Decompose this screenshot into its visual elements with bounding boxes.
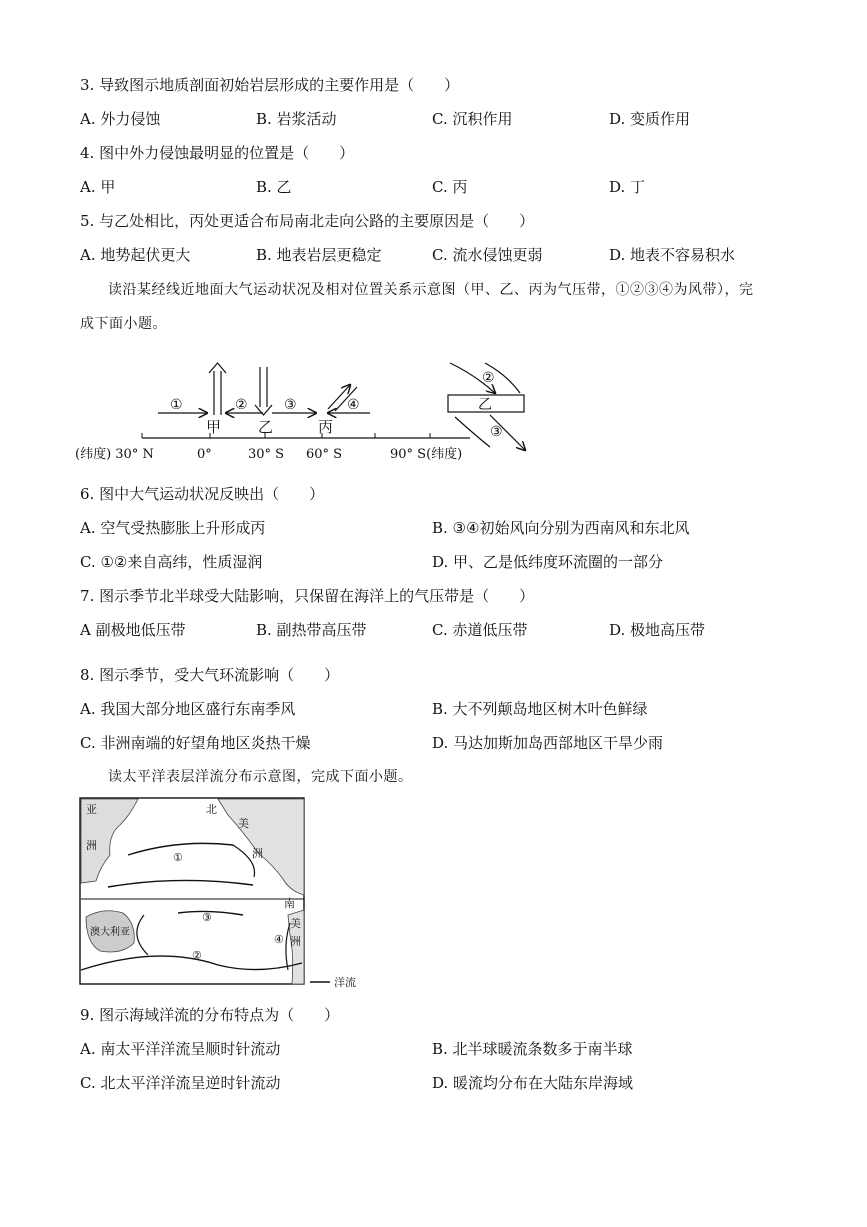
q9-option-d: D. 暖流均分布在大陆东岸海域 [432, 1074, 634, 1092]
belt-label-yi: 乙 [258, 418, 274, 436]
current-label-3: ③ [202, 911, 212, 924]
q4-option-a: A. 甲 [80, 178, 116, 196]
question-3-stem: 3. 导致图示地质剖面初始岩层形成的主要作用是（ ） [80, 76, 460, 94]
pacific-currents-map [78, 795, 368, 995]
label-zhou-na: 洲 [252, 847, 263, 860]
inset-wind-label-3: ③ [490, 424, 503, 440]
q3-option-b: B. 岩浆活动 [256, 110, 337, 128]
label-nan: 南 [284, 897, 295, 910]
intro-paragraph-1: 读沿某经线近地面大气运动状况及相对位置关系示意图（甲、乙、丙为气压带，①②③④为风带），完 [108, 282, 754, 298]
tick-0: 0° [197, 447, 212, 462]
q6-option-c: C. ①②来自高纬，性质湿润 [80, 553, 263, 571]
q5-option-b: B. 地表岩层更稳定 [256, 246, 382, 264]
wind-label-3: ③ [284, 397, 297, 413]
q6-option-a: A. 空气受热膨胀上升形成丙 [80, 519, 266, 537]
tick-90s: 90° S(纬度) [390, 447, 463, 462]
question-7-stem: 7. 图示季节北半球受大陆影响，只保留在海洋上的气压带是（ ） [80, 587, 535, 605]
inset-wind-label-2: ② [482, 370, 495, 386]
q4-option-b: B. 乙 [256, 178, 292, 196]
current-label-1: ① [173, 851, 183, 864]
q3-option-a: A. 外力侵蚀 [80, 110, 161, 128]
q8-option-d: D. 马达加斯加岛西部地区干旱少雨 [432, 734, 664, 752]
wind-label-4: ④ [347, 397, 360, 413]
label-australia: 澳大利亚 [90, 927, 130, 938]
q8-option-c: C. 非洲南端的好望角地区炎热干燥 [80, 734, 311, 752]
q4-option-d: D. 丁 [609, 178, 646, 196]
question-4-stem: 4. 图中外力侵蚀最明显的位置是（ ） [80, 144, 355, 162]
q3-option-d: D. 变质作用 [609, 110, 691, 128]
current-label-4: ④ [274, 933, 284, 946]
current-label-2: ② [192, 949, 202, 962]
q4-option-c: C. 丙 [432, 178, 468, 196]
axis-label-left: (纬度) 30° N [75, 447, 154, 462]
q9-option-c: C. 北太平洋洋流呈逆时针流动 [80, 1074, 281, 1092]
q7-option-a: A 副极地低压带 [80, 621, 186, 639]
belt-label-bing: 丙 [318, 418, 334, 436]
q5-option-c: C. 流水侵蚀更弱 [432, 246, 543, 264]
label-zhou-sa: 洲 [290, 935, 301, 948]
q6-option-b: B. ③④初始风向分别为西南风和东北风 [432, 519, 690, 537]
tick-60s: 60° S [306, 447, 343, 462]
tick-30s: 30° S [248, 447, 285, 462]
pressure-belt-diagram [70, 355, 790, 470]
q5-option-d: D. 地表不容易积水 [609, 246, 736, 264]
q7-option-d: D. 极地高压带 [609, 621, 706, 639]
question-6-stem: 6. 图中大气运动状况反映出（ ） [80, 485, 325, 503]
sinking-air-arrow [255, 367, 272, 415]
q9-option-a: A. 南太平洋洋流呈顺时针流动 [80, 1040, 281, 1058]
label-mei-north: 美 [238, 817, 249, 830]
intro-paragraph-1-cont: 成下面小题。 [80, 316, 167, 332]
inset-wind-arrow-3a [455, 417, 490, 447]
legend-current-label: 洋流 [334, 976, 356, 989]
question-9-stem: 9. 图示海域洋流的分布特点为（ ） [80, 1006, 340, 1024]
q7-option-b: B. 副热带高压带 [256, 621, 367, 639]
question-5-stem: 5. 与乙处相比，丙处更适合布局南北走向公路的主要原因是（ ） [80, 212, 535, 230]
q3-option-c: C. 沉积作用 [432, 110, 513, 128]
q6-option-d: D. 甲、乙是低纬度环流圈的一部分 [432, 553, 664, 571]
label-mei-south: 美 [290, 917, 301, 930]
q7-option-c: C. 赤道低压带 [432, 621, 528, 639]
q9-option-b: B. 北半球暖流条数多于南半球 [432, 1040, 633, 1058]
question-8-stem: 8. 图示季节，受大气环流影响（ ） [80, 666, 340, 684]
rising-air-arrow [209, 363, 226, 415]
inset-belt-label: 乙 [478, 397, 492, 413]
q5-option-a: A. 地势起伏更大 [80, 246, 191, 264]
label-bei: 北 [206, 803, 217, 816]
wind-label-1: ① [170, 397, 183, 413]
intro-paragraph-2: 读太平洋表层洋流分布示意图，完成下面小题。 [108, 769, 413, 785]
belt-label-jia: 甲 [206, 418, 222, 436]
q8-option-b: B. 大不列颠岛地区树木叶色鲜绿 [432, 700, 648, 718]
label-zhou-asia: 洲 [86, 839, 97, 852]
label-ya: 亚 [86, 803, 97, 816]
q8-option-a: A. 我国大部分地区盛行东南季风 [80, 700, 296, 718]
wind-label-2: ② [235, 397, 248, 413]
